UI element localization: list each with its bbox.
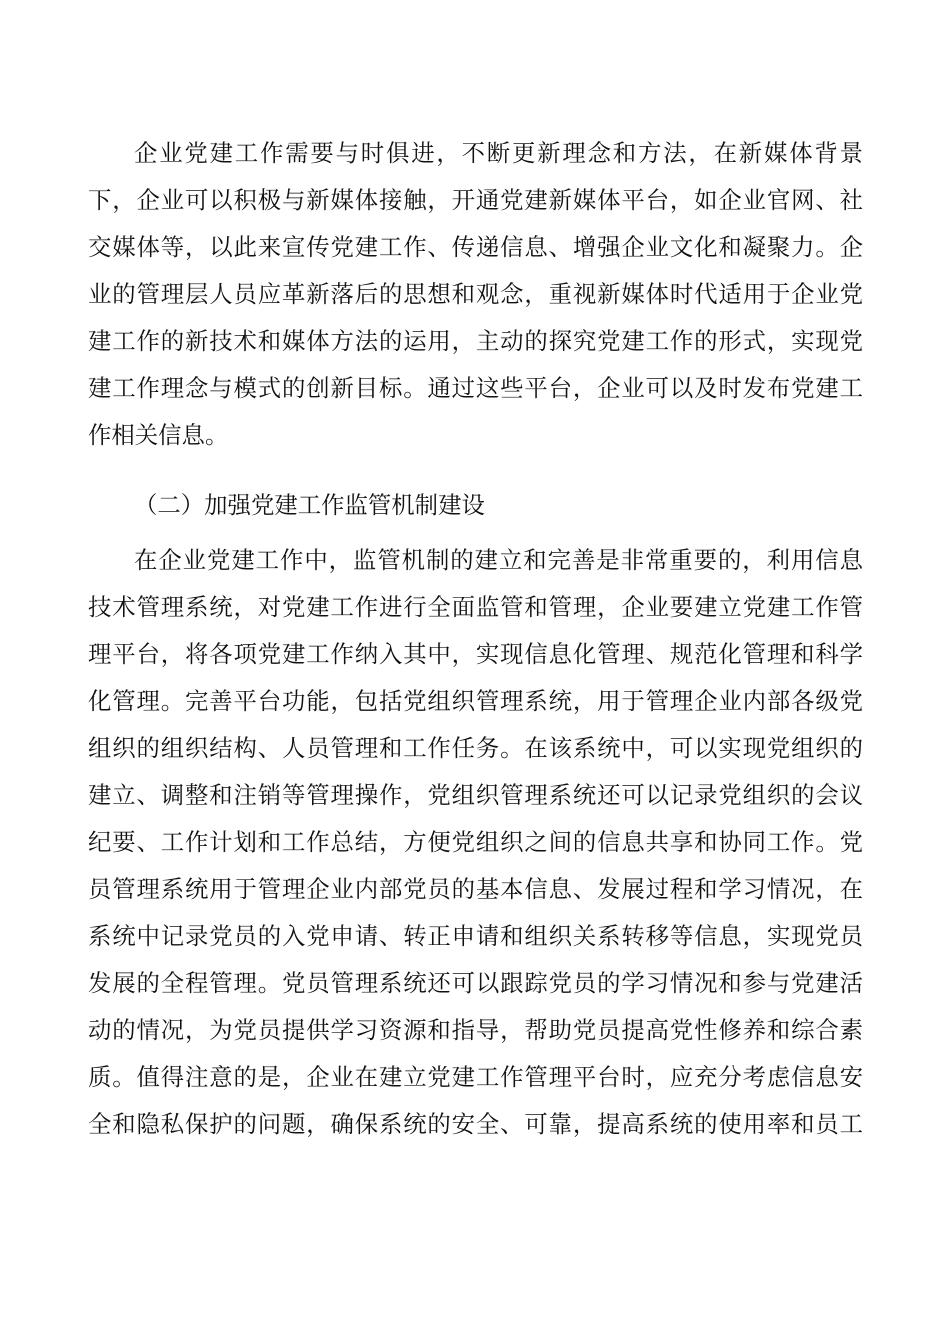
paragraph-2-line-13: 全和隐私保护的问题，确保系统的安全、可靠，提高系统的使用率和员工 <box>88 1110 863 1138</box>
paragraph-1-line-6: 建工作理念与模式的创新目标。通过这些平台，企业可以及时发布党建工 <box>88 374 863 402</box>
paragraph-1-line-1: 企业党建工作需要与时俱进，不断更新理念和方法，在新媒体背景 <box>134 139 863 167</box>
paragraph-2-line-12: 质。值得注意的是，企业在建立党建工作管理平台时，应充分考虑信息安 <box>88 1063 863 1091</box>
paragraph-2-line-1: 在企业党建工作中，监管机制的建立和完善是非常重要的，利用信息 <box>134 546 863 574</box>
section-heading: （二）加强党建工作监管机制建设 <box>134 491 485 519</box>
paragraph-2-line-9: 系统中记录党员的入党申请、转正申请和组织关系转移等信息，实现党员 <box>88 922 863 950</box>
paragraph-2-line-6: 建立、调整和注销等管理操作，党组织管理系统还可以记录党组织的会议 <box>88 781 863 809</box>
paragraph-2-line-7: 纪要、工作计划和工作总结，方便党组织之间的信息共享和协同工作。党 <box>88 828 863 856</box>
paragraph-1-line-4: 业的管理层人员应革新落后的思想和观念，重视新媒体时代适用于企业党 <box>88 280 863 308</box>
paragraph-2-line-10: 发展的全程管理。党员管理系统还可以跟踪党员的学习情况和参与党建活 <box>88 969 863 997</box>
paragraph-2-line-5: 组织的组织结构、人员管理和工作任务。在该系统中，可以实现党组织的 <box>88 734 863 762</box>
paragraph-1-line-7: 作相关信息。 <box>88 421 229 449</box>
paragraph-2-line-11: 动的情况，为党员提供学习资源和指导，帮助党员提高党性修养和综合素 <box>88 1016 863 1044</box>
paragraph-1-line-2: 下，企业可以积极与新媒体接触，开通党建新媒体平台，如企业官网、社 <box>88 186 863 214</box>
paragraph-2-line-8: 员管理系统用于管理企业内部党员的基本信息、发展过程和学习情况，在 <box>88 875 863 903</box>
paragraph-1-line-5: 建工作的新技术和媒体方法的运用，主动的探究党建工作的形式，实现党 <box>88 327 863 355</box>
paragraph-1-line-3: 交媒体等，以此来宣传党建工作、传递信息、增强企业文化和凝聚力。企 <box>88 233 863 261</box>
paragraph-2-line-3: 理平台，将各项党建工作纳入其中，实现信息化管理、规范化管理和科学 <box>88 640 863 668</box>
paragraph-2-line-2: 技术管理系统，对党建工作进行全面监管和管理，企业要建立党建工作管 <box>88 593 863 621</box>
paragraph-2-line-4: 化管理。完善平台功能，包括党组织管理系统，用于管理企业内部各级党 <box>88 687 863 715</box>
